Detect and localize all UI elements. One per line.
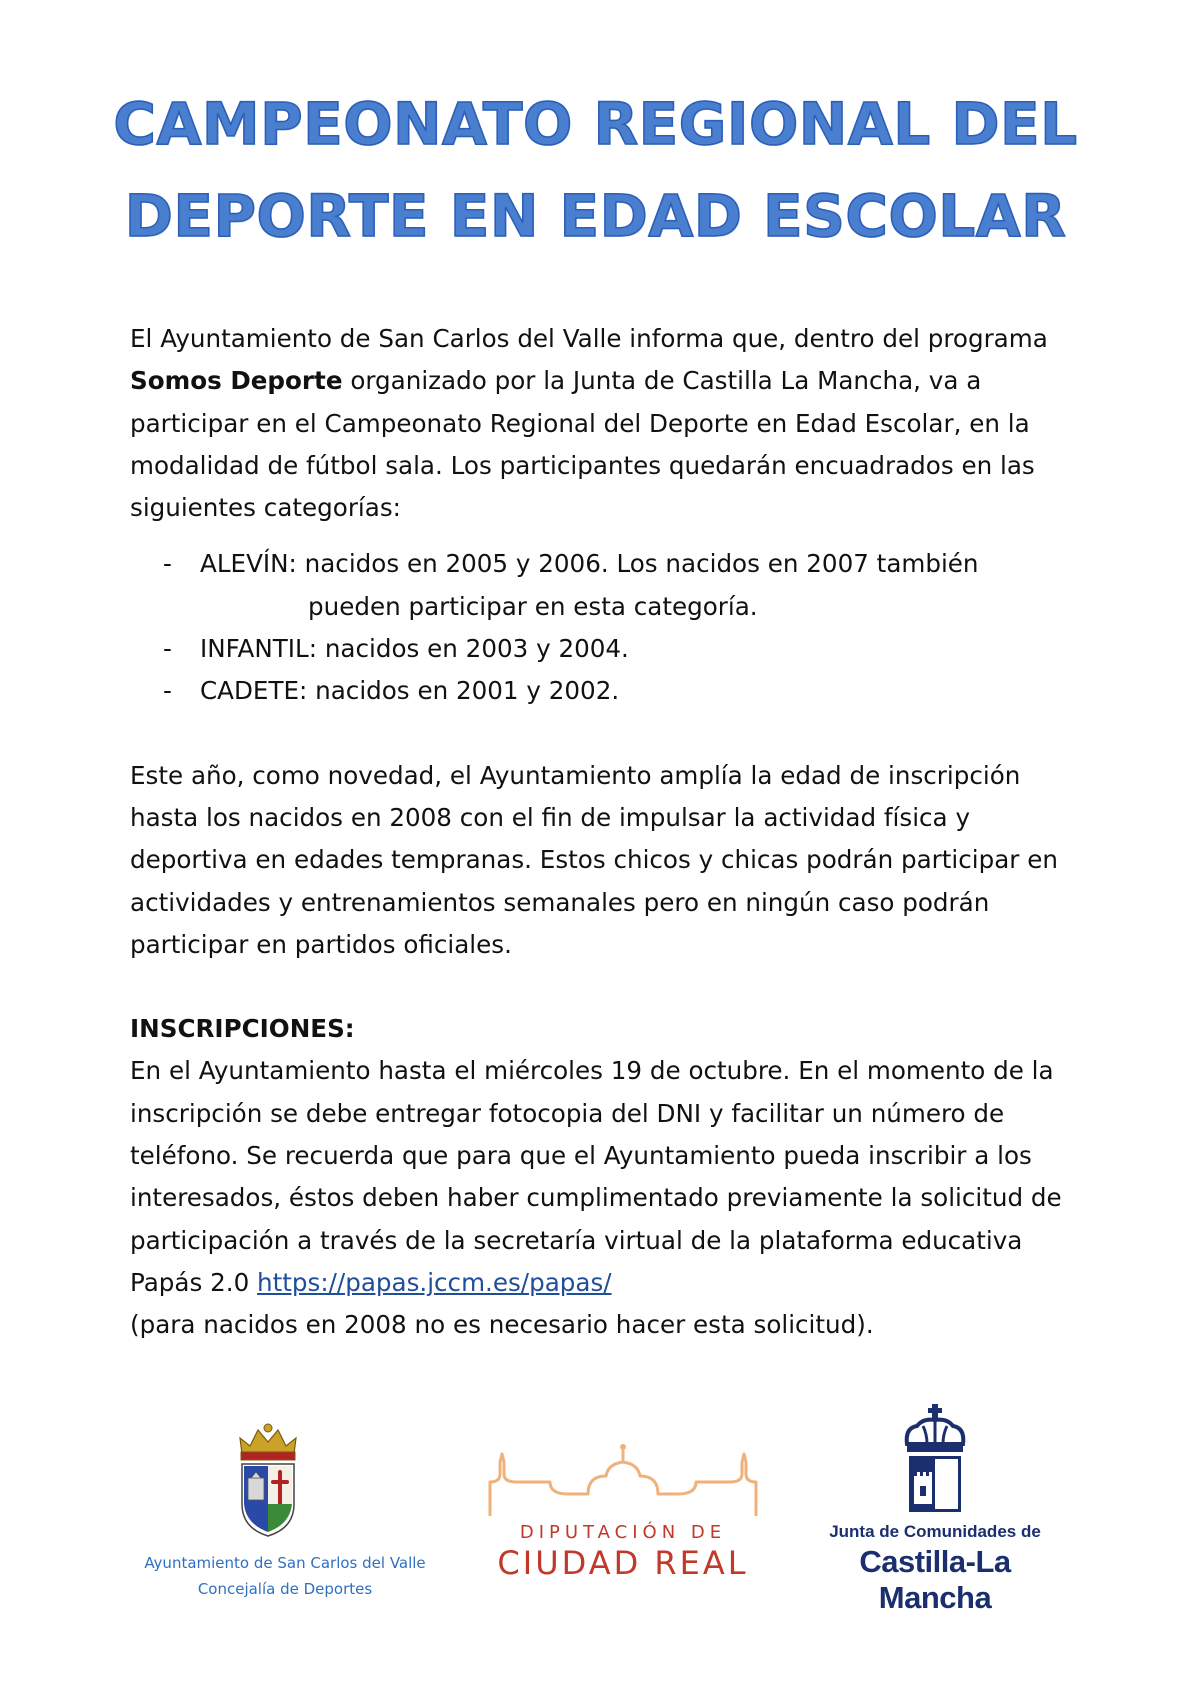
inscripciones-paragraph xyxy=(130,1050,1090,1346)
diputacion-logo xyxy=(488,1438,758,1588)
papas-link[interactable]: https://papas.jccm.es/papas/ xyxy=(257,1267,612,1297)
alevin-line-1: ALEVÍN: nacidos en 2005 y 2006. Los nacidos en 2007 también xyxy=(200,549,979,579)
program-name: Somos Deporte xyxy=(130,366,343,396)
document-body xyxy=(130,318,1090,1347)
category-list xyxy=(130,543,1090,712)
list-item-alevin xyxy=(130,543,1090,628)
inscripciones-text-after: (para nacidos en 2008 no es necesario hacer esta solicitud). xyxy=(130,1310,874,1340)
castle-crown-icon xyxy=(903,1404,967,1514)
coat-of-arms-icon xyxy=(232,1420,304,1540)
novedad-paragraph: Este año, como novedad, el Ayuntamiento amplía la edad de inscripción hasta los nacidos en 2008 con el fin de impulsar la actividad física y deportiva en edades tempranas. Estos chicos y chicas podrán participar en actividades y entrenamientos semanales pero en ningún caso podrán participar en partidos oficiales. xyxy=(130,760,1058,959)
building-outline-icon xyxy=(488,1438,758,1518)
list-dash: - xyxy=(163,549,172,579)
intro-paragraph xyxy=(130,318,1090,529)
diputacion-line-2: CIUDAD REAL xyxy=(497,1544,749,1582)
ayuntamiento-caption xyxy=(110,1550,460,1602)
jccm-line-2: Castilla-La Mancha xyxy=(859,1544,1011,1615)
alevin-line-2: pueden participar en esta categoría. xyxy=(308,591,758,621)
list-dash: - xyxy=(163,676,172,706)
title-line-1: CAMPEONATO REGIONAL DEL xyxy=(113,90,1078,158)
jccm-logo xyxy=(800,1404,1070,1615)
infantil-text: INFANTIL: nacidos en 2003 y 2004. xyxy=(200,634,629,664)
caption-line-1: Ayuntamiento de San Carlos del Valle xyxy=(144,1554,426,1572)
jccm-line-1: Junta de Comunidades de xyxy=(829,1522,1041,1541)
diputacion-line-1: DIPUTACIÓN DE xyxy=(519,1522,727,1543)
inscripciones-text-before: En el Ayuntamiento hasta el miércoles 19 de octubre. En el momento de la inscripción se debe entregar fotocopia del DNI y facilitar un número de teléfono. Se recuerda que para que el Ayuntamiento pueda inscribir a los interesados, éstos deben haber cumplimentado previamente la solicitud de participación a través de la secretaría virtual de la plataforma educativa Papás 2.0 xyxy=(130,1056,1062,1297)
list-item-cadete xyxy=(130,670,1090,712)
intro-text-before: El Ayuntamiento de San Carlos del Valle informa que, dentro del programa xyxy=(130,324,1048,353)
list-dash: - xyxy=(163,634,172,664)
caption-line-2: Concejalía de Deportes xyxy=(197,1580,373,1598)
cadete-text: CADETE: nacidos en 2001 y 2002. xyxy=(200,676,620,706)
intro-text-after: organizado por la Junta de Castilla La Mancha, va a participar en el Campeonato Regional del Deporte en Edad Escolar, en la modalidad de fútbol sala. Los participantes quedarán encuadrados en las siguientes categorías: xyxy=(130,366,1035,523)
inscripciones-heading: INSCRIPCIONES: xyxy=(130,1014,355,1044)
list-item-infantil xyxy=(130,628,1090,670)
page-title xyxy=(0,78,1191,262)
title-line-2: DEPORTE EN EDAD ESCOLAR xyxy=(124,182,1067,250)
